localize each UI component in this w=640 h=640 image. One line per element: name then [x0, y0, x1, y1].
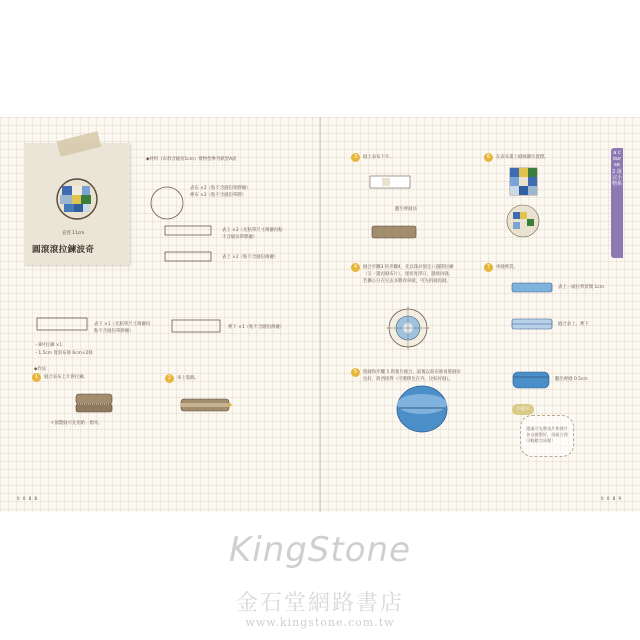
left-page-number: 0 0 8 8 [17, 496, 38, 501]
watermark-url: www.kingstone.com.tw [245, 616, 395, 629]
step-1-note: ＊預覽縫可先用紙一類夾。 [50, 421, 103, 426]
step4-illustration [386, 306, 430, 350]
bottom-line-2: 粘不含縫份單膠襯） [94, 329, 134, 334]
strip-pattern-1 [165, 226, 211, 235]
step-7-c: 翻出裡縫 0.5cm [555, 377, 588, 382]
step-7-a: 表上一頭拉齊留開 1cm [558, 285, 605, 290]
step-2-text: 車上裝飾。 [177, 376, 199, 381]
bottom-line-1: 表下 ×1（先粘單尺寸薄襯再 [94, 322, 151, 327]
step7-illustration [512, 283, 552, 388]
strip-line-3: 表上 ×2（粘不含縫份薄襯） [222, 255, 279, 260]
step-7-b: 縫合表上、裡下 [558, 322, 589, 327]
materials-heading: ◆材料（布料含縫份1cm）實物型參考紙型A面 [146, 157, 237, 162]
step-1-badge: 1 [32, 373, 41, 382]
tip-label: 小提示 [512, 404, 534, 415]
step-5-text: 將縫和步驟 5 與裏片縫合，最後以斜布條再將縫份 [363, 370, 461, 375]
step6-illustration [507, 168, 539, 237]
circle-pattern [151, 187, 183, 219]
step-2-badge: 2 [165, 374, 174, 383]
step-5-text-b: 包好，與西接齊（可選擇包在外，比較好縫）。 [363, 377, 454, 382]
step-4-text-c: 若攜心分在兒去多數看車縫，可先拆縫再縫。 [363, 279, 451, 284]
step-3-text: 縫上表布下片。 [363, 155, 394, 160]
watermark-logo: KingStone [228, 530, 412, 570]
step-5-badge: 5 [351, 368, 360, 377]
step1-zipper-illustration [76, 394, 112, 412]
bottom-pattern-1 [37, 318, 87, 330]
step-6-text: 在表布畫上縫線圖位置標。 [496, 155, 549, 160]
strip-line-1: 表上 ×2（先粘單尺寸薄襯再粘 [222, 228, 283, 233]
strip-pattern-2 [165, 252, 211, 261]
bottom-pattern-2 [172, 320, 220, 332]
step-4-badge: 4 [351, 263, 360, 272]
chapter-side-text: a course 2 滾完小物系 [612, 150, 623, 188]
step-3-badge: 3 [351, 153, 360, 162]
tip-text: 建議可先將表片和裡片各自縫製好，再組合即可輕鬆完成喔！ [526, 426, 568, 443]
step5-illustration [397, 386, 447, 432]
step2-decoration-illustration [181, 399, 232, 411]
circle-line-1: 表布 ×2（粘不含縫份單膠襯） [190, 186, 251, 191]
step-6-badge: 6 [484, 153, 493, 162]
strip-line-2: 不含縫份單膠襯） [222, 235, 258, 240]
note-2: ・1.5cm 寬斜布條 6cm×2條 [34, 351, 93, 356]
step-7-text: 車縫裡袋。 [496, 265, 518, 270]
right-page-number: 0 0 8 9 [601, 496, 622, 501]
step-4-text-b: （又一邊再縫布片），逐密度淨口，邊縫再縫。 [363, 272, 454, 277]
step-7-badge: 7 [484, 263, 493, 272]
bottom-line-3: 裡下 ×1（粘不含縫份薄襯） [228, 325, 285, 330]
watermark-store-name: 金石堂網路書店 [235, 591, 404, 616]
step-3-label: 翻至裡縫法 [395, 207, 417, 212]
steps-heading: ◆作法 [34, 367, 47, 372]
pouch-top-view-illustration [57, 179, 97, 219]
note-1: ・8吋拉鍊 ×1 [34, 343, 63, 348]
diameter-label: 直徑 11cm [62, 231, 85, 236]
project-title: 圓滾滾拉鍊波奇 [32, 245, 95, 255]
step-4-text: 縫合步驟3 的步驟4，先以珠針固定八個開拉鍊 [363, 265, 454, 270]
step-1-text: 縫合表布上片與拉鍊。 [44, 375, 88, 380]
circle-line-2: 裡布 ×2（粘不含縫份單膠） [190, 193, 247, 198]
